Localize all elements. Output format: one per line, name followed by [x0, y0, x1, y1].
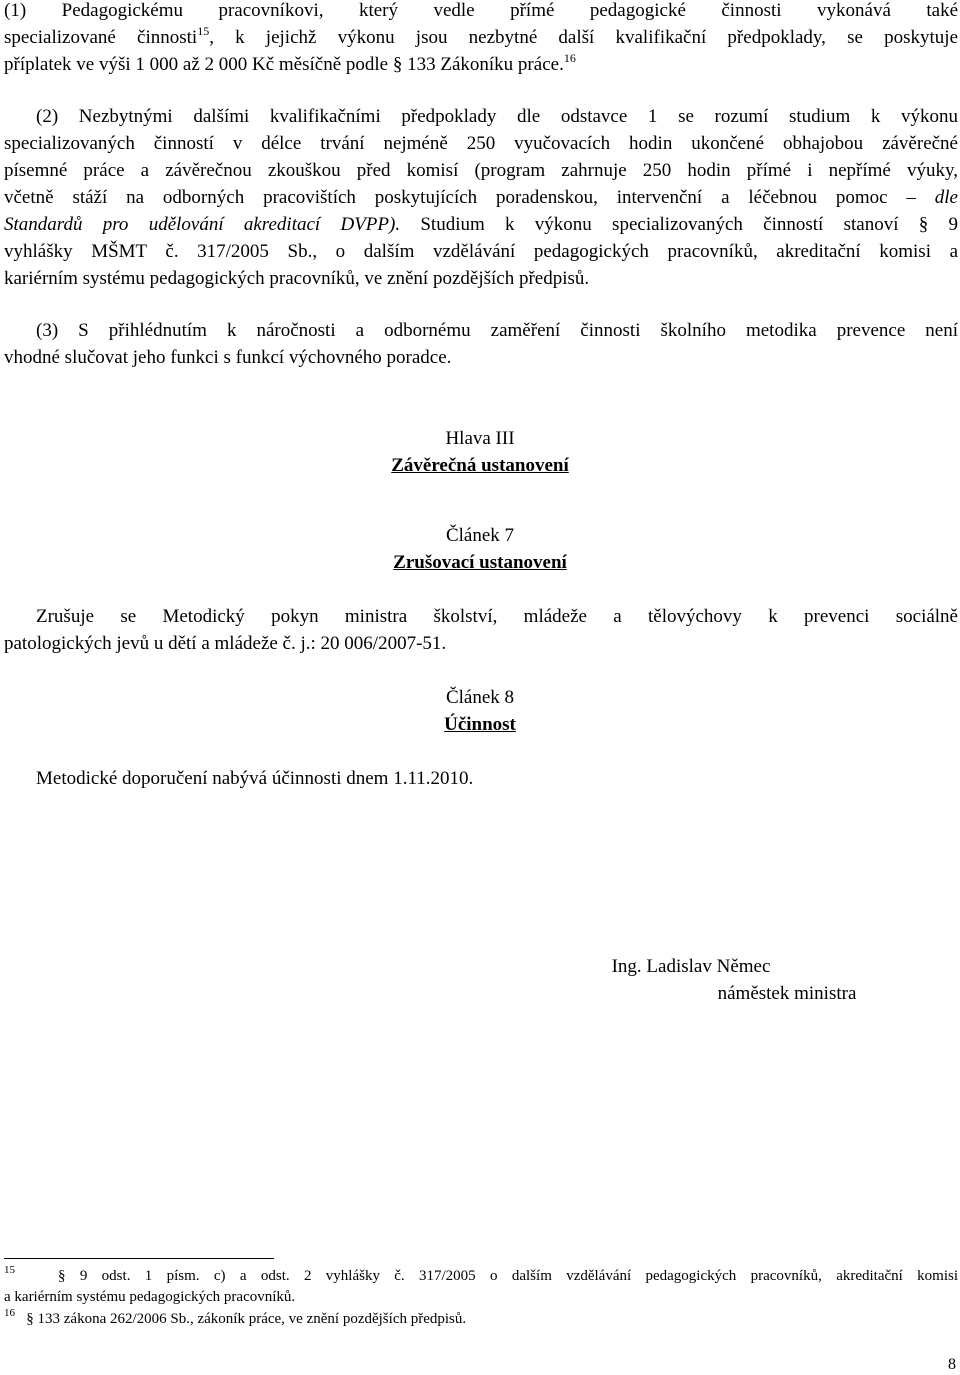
p1-line2-pre: specializované činnosti [4, 27, 198, 48]
footnote-16-number: 16 [4, 1307, 15, 1319]
clanek8-title: Účinnost [444, 714, 516, 735]
p2-line2: specializovaných činností v délce trvání nejméně 250 vyučovacích hodin ukončené obhajobou závěrečné [4, 133, 958, 154]
footnote-15-line1 [4, 1266, 958, 1287]
hlava-title: Závěrečná ustanovení [391, 455, 569, 476]
paragraph-3 [4, 317, 958, 371]
page-number: 8 [948, 1356, 956, 1373]
p1-line3 [4, 51, 958, 78]
paragraph-2 [4, 103, 958, 292]
signature-role: náměstek ministra [717, 983, 857, 1004]
footnote-15 [4, 1266, 958, 1308]
hlava-label: Hlava III [445, 428, 515, 449]
p1-line3-text: příplatek ve výši 1 000 až 2 000 Kč měsíčně podle § 133 Zákoníku práce. [4, 54, 564, 75]
clanek8-label: Článek 8 [445, 687, 515, 708]
footnote-ref-15[interactable]: 15 [197, 23, 210, 38]
p2-line6: vyhlášky MŠMT č. 317/2005 Sb., o dalším vzdělávání pedagogických pracovníků, akreditační komisi a [4, 241, 958, 262]
footnote-ref-16[interactable]: 16 [563, 50, 576, 65]
clanek7-line1: Zrušuje se Metodický pokyn ministra školství, mládeže a tělovýchovy k prevenci sociálně [36, 606, 958, 627]
p2-line5-text: Studium k výkonu specializovaných činností stanoví § 9 [400, 214, 958, 235]
paragraph-1 [4, 0, 958, 78]
clanek7-label: Článek 7 [445, 525, 515, 546]
p1-line2-post: , k jejichž výkonu jsou nezbytné další kvalifikační předpoklady, se poskytuje [209, 27, 958, 48]
p2-line5 [4, 211, 958, 238]
p2-line3: písemné práce a závěrečnou zkouškou před komisí (program zahrnuje 250 hodin přímé i nepřímé výuky, [4, 160, 958, 181]
clanek7-title: Zrušovací ustanovení [393, 552, 567, 573]
footnote-16-text: § 133 zákona 262/2006 Sb., zákoník práce, ve znění pozdějších předpisů. [26, 1311, 467, 1327]
p3-line1: (3) S přihlédnutím k náročnosti a odbornému zaměření činnosti školního metodika prevence není [36, 320, 958, 341]
clanek7-line2: patologických jevů u dětí a mládeže č. j.: 20 006/2007-51. [4, 633, 447, 654]
signature-name: Ing. Ladislav Němec [611, 956, 771, 977]
footnote-separator [4, 1258, 274, 1259]
p2-line4 [4, 184, 958, 211]
footnote-16 [4, 1309, 958, 1330]
p2-line4-italic: dle [934, 187, 958, 208]
p3-line2: vhodné slučovat jeho funkci s funkcí výchovného poradce. [4, 347, 452, 368]
clanek7-text [4, 603, 958, 657]
footnote-15-number: 15 [4, 1264, 15, 1276]
p2-line1: (2) Nezbytnými dalšími kvalifikačními předpoklady dle odstavce 1 se rozumí studium k výkonu [36, 106, 958, 127]
p2-line5-italic: Standardů pro udělování akreditací DVPP). [4, 214, 401, 235]
p2-line4-text: včetně stáží na odborných pracovištích poskytujících poradenskou, intervenční a léčebnou pomoc – [4, 187, 916, 208]
clanek8-text: Metodické doporučení nabývá účinnosti dnem 1.11.2010. [36, 768, 474, 789]
p1-line1: (1) Pedagogickému pracovníkovi, který vedle přímé pedagogické činnosti vykonává také [4, 0, 958, 21]
footnote-15-line2: a kariérním systému pedagogických pracovníků. [4, 1289, 296, 1305]
footnote-15-text: § 9 odst. 1 písm. c) a odst. 2 vyhlášky č. 317/2005 o dalším vzdělávání pedagogických pracovníků, akreditační komisi [58, 1268, 958, 1284]
p1-line2 [4, 24, 958, 51]
p2-line7: kariérním systému pedagogických pracovníků, ve znění pozdějších předpisů. [4, 268, 590, 289]
